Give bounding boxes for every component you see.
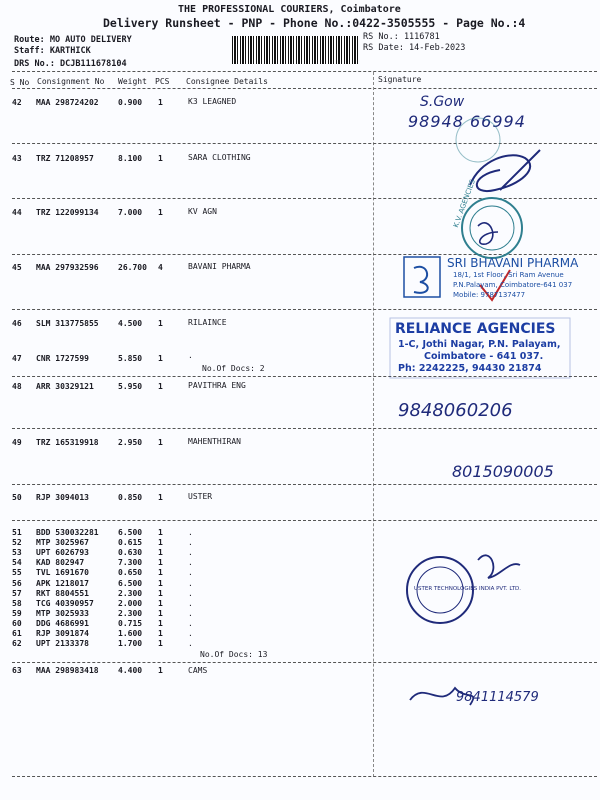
row-consignee: . [188, 588, 193, 598]
row-weight: 5.950 [118, 382, 143, 391]
row-sno: 54 [12, 558, 22, 568]
docs-count: No.Of Docs: 2 [202, 364, 265, 373]
row-consignee: . [188, 351, 193, 360]
row-sno: 58 [12, 598, 22, 608]
row-consignment: MAA 297932596 [36, 263, 99, 272]
row-pcs: 1 [158, 538, 163, 548]
row-sno: 59 [12, 608, 22, 618]
row-sno: 47 [12, 354, 22, 363]
runsheet-title: Delivery Runsheet - PNP - Phone No.:0422-3505555 - Page No.:4 [103, 16, 526, 30]
row-sno: 45 [12, 263, 22, 272]
docs-count: No.Of Docs: 13 [200, 650, 268, 659]
row-consignee: . [188, 578, 193, 588]
row-consignment: ARR 30329121 [36, 382, 94, 391]
rs-date: RS Date: 14-Feb-2023 [363, 43, 466, 53]
row-weight: 0.615 [118, 538, 143, 548]
route-label: Route: MO AUTO DELIVERY [14, 35, 132, 45]
row-consignee: RILAINCE [188, 318, 227, 327]
drs-number: DRS No.: DCJB111678104 [14, 59, 127, 69]
row-consignment: TRZ 165319918 [36, 438, 99, 447]
row-sno: 56 [12, 578, 22, 588]
row-consignee: . [188, 618, 193, 628]
row-sno: 57 [12, 588, 22, 598]
row-sno: 43 [12, 154, 22, 163]
row-consignee: . [188, 598, 193, 608]
row-consignment: DDG 4686991 [36, 618, 89, 628]
row-pcs: 1 [158, 588, 163, 598]
phone-handwritten: 8015090005 [452, 462, 554, 481]
row-consignee: . [188, 639, 193, 649]
row-consignment: MTP 3025933 [36, 608, 89, 618]
row-pcs: 1 [158, 98, 163, 107]
row-consignment: TRZ 71208957 [36, 154, 94, 163]
row-consignment: TRZ 122099134 [36, 208, 99, 217]
row-consignment: UPT 6026793 [36, 548, 89, 558]
row-weight: 2.000 [118, 598, 143, 608]
col-consignee: Consignee Details [186, 77, 268, 86]
row-pcs: 1 [158, 558, 163, 568]
row-pcs: 1 [158, 639, 163, 649]
row-consignment: MAA 298724202 [36, 98, 99, 107]
row-pcs: 1 [158, 354, 163, 363]
row-consignee: BAVANI PHARMA [188, 262, 251, 271]
reliance-stamp-line1: 1-C, Jothi Nagar, P.N. Palayam, [398, 339, 561, 350]
row-weight: 2.950 [118, 438, 143, 447]
reliance-stamp-line2: Coimbatore - 641 037. [424, 351, 544, 362]
row-consignee: PAVITHRA ENG [188, 381, 246, 390]
row-consignee: K3 LEAGNED [188, 97, 237, 106]
row-consignee: KV AGN [188, 207, 217, 216]
row-weight: 1.700 [118, 639, 143, 649]
row-sno: 63 [12, 666, 22, 675]
row-consignee: . [188, 629, 193, 638]
row-pcs: 4 [158, 263, 163, 272]
row-sno: 52 [12, 538, 22, 548]
row-sno: 44 [12, 208, 22, 217]
col-sno: S No [10, 78, 30, 87]
company-title: THE PROFESSIONAL COURIERS, Coimbatore [178, 4, 401, 15]
phone-handwritten: 9841114579 [456, 690, 539, 705]
phone-handwritten: 98948 66994 [408, 112, 526, 131]
row-consignee: . [188, 528, 193, 537]
row-consignment: RJP 3091874 [36, 629, 89, 638]
row-consignment: TVL 1691670 [36, 568, 89, 578]
row-weight: 2.300 [118, 588, 143, 598]
row-pcs: 1 [158, 568, 163, 578]
signature-handwritten: S.Gow [420, 94, 465, 110]
col-pcs: PCS [155, 77, 170, 86]
col-weight: Weight [118, 77, 147, 86]
row-pcs: 1 [158, 598, 163, 608]
row-weight: 5.850 [118, 354, 143, 363]
row-weight: 0.630 [118, 548, 143, 558]
row-weight: 7.300 [118, 558, 143, 568]
row-pcs: 1 [158, 578, 163, 588]
row-sno: 53 [12, 548, 22, 558]
row-sno: 42 [12, 98, 22, 107]
row-weight: 7.000 [118, 208, 143, 217]
row-sno: 62 [12, 639, 22, 649]
row-sno: 48 [12, 382, 22, 391]
row-pcs: 1 [158, 438, 163, 447]
bhavani-stamp-name: SRI BHAVANI PHARMA [447, 256, 579, 270]
row-consignment: TCG 40390957 [36, 598, 94, 608]
row-sno: 55 [12, 568, 22, 578]
row-consignment: UPT 2133378 [36, 639, 89, 649]
row-weight: 4.400 [118, 666, 143, 675]
row-pcs: 1 [158, 618, 163, 628]
rs-number: RS No.: 1116781 [363, 32, 440, 42]
row-consignment: RKT 8804551 [36, 588, 89, 598]
uster-stamp-ring: USTER TECHNOLOGIES INDIA PVT. LTD. [414, 586, 522, 592]
row-weight: 0.650 [118, 568, 143, 578]
row-consignment: MTP 3025967 [36, 538, 89, 548]
row-sno: 49 [12, 438, 22, 447]
row-weight: 6.500 [118, 528, 143, 537]
row-consignment: KAD 802947 [36, 558, 85, 568]
row-pcs: 1 [158, 493, 163, 502]
row-weight: 0.850 [118, 493, 143, 502]
row-consignee: SARA CLOTHING [188, 153, 251, 162]
row-consignment: CNR 1727599 [36, 354, 89, 363]
row-consignment: MAA 298983418 [36, 666, 99, 675]
row-consignment: RJP 3094013 [36, 493, 89, 502]
row-pcs: 1 [158, 629, 163, 638]
row-consignee: . [188, 538, 193, 548]
row-sno: 46 [12, 319, 22, 328]
row-pcs: 1 [158, 608, 163, 618]
bhavani-stamp-line1: 18/1, 1st Floor, Sri Ram Avenue [453, 271, 564, 279]
row-weight: 6.500 [118, 578, 143, 588]
row-sno: 61 [12, 629, 22, 638]
row-consignment: BDD 530032281 [36, 528, 99, 537]
col-signature: Signature [378, 75, 422, 84]
row-sno: 60 [12, 618, 22, 628]
reliance-stamp-line3: Ph: 2242225, 94430 21874 [398, 363, 542, 374]
row-consignee: MAHENTHIRAN [188, 437, 241, 446]
row-weight: 2.300 [118, 608, 143, 618]
row-consignment: SLM 313775855 [36, 319, 99, 328]
bhavani-stamp-line3: Mobile: 9787137477 [453, 291, 526, 299]
phone-handwritten: 9848060206 [398, 400, 513, 421]
row-weight: 0.900 [118, 98, 143, 107]
staff-label: Staff: KARTHICK [14, 46, 91, 56]
row-pcs: 1 [158, 666, 163, 675]
kv-stamp-ring: K.V. AGENCIES [452, 178, 477, 229]
row-weight: 8.100 [118, 154, 143, 163]
row-pcs: 1 [158, 154, 163, 163]
row-consignee: . [188, 558, 193, 568]
row-sno: 51 [12, 528, 22, 537]
row-weight: 0.715 [118, 618, 143, 628]
row-weight: 26.700 [118, 263, 147, 272]
col-consignment: Consignment No [37, 77, 105, 86]
row-consignee: USTER [188, 492, 213, 501]
reliance-stamp-name: RELIANCE AGENCIES [395, 321, 556, 337]
row-pcs: 1 [158, 548, 163, 558]
bhavani-stamp-line2: P.N.Palayam, Coimbatore-641 037 [453, 281, 573, 289]
row-pcs: 1 [158, 382, 163, 391]
row-pcs: 1 [158, 528, 163, 537]
row-consignee: CAMS [188, 666, 208, 675]
row-pcs: 1 [158, 208, 163, 217]
row-weight: 1.600 [118, 629, 143, 638]
row-consignee: . [188, 608, 193, 618]
row-sno: 50 [12, 493, 22, 502]
row-consignee: . [188, 548, 193, 558]
row-weight: 4.500 [118, 319, 143, 328]
row-consignment: APK 1218017 [36, 578, 89, 588]
row-pcs: 1 [158, 319, 163, 328]
row-consignee: . [188, 568, 193, 578]
